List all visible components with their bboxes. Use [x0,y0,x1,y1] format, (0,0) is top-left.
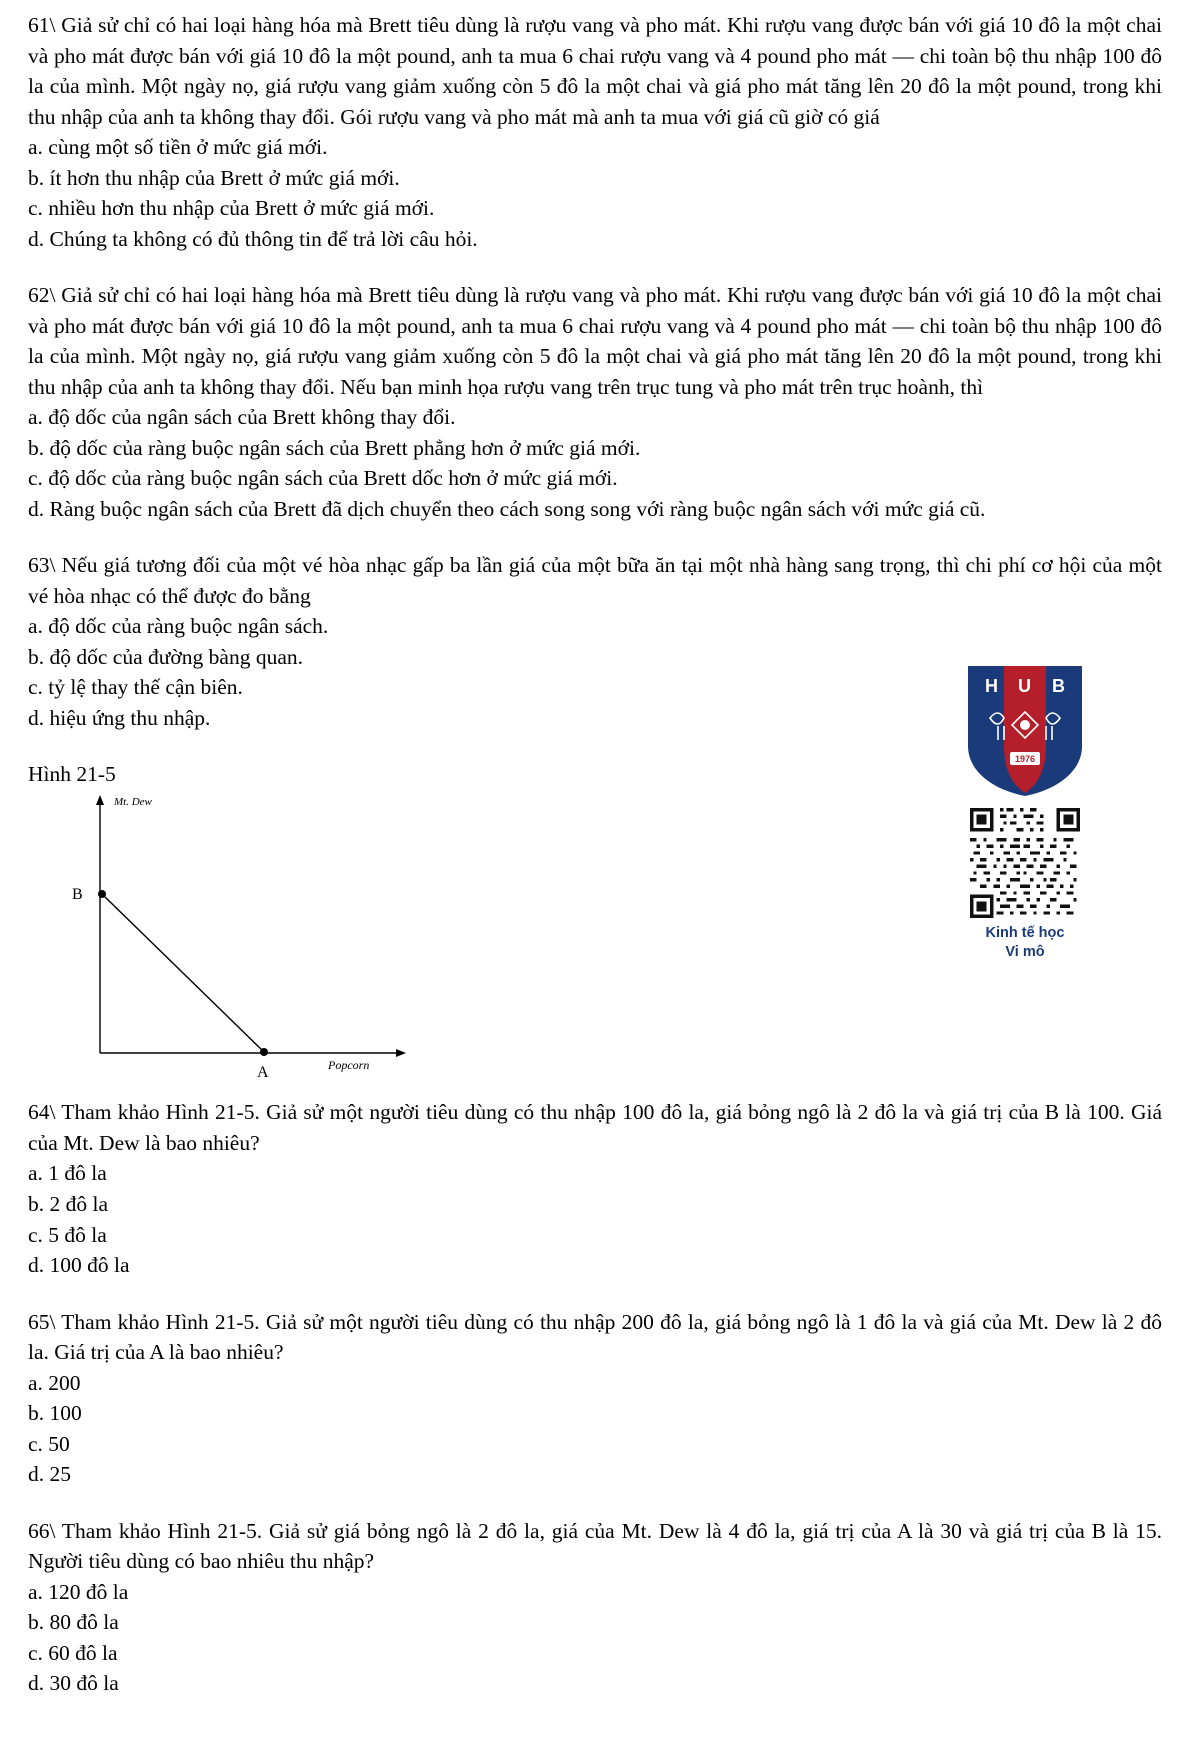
question-option: c. 5 đô la [28,1222,107,1247]
question-option: b. độ dốc của đường bàng quan. [28,644,303,669]
question-option: a. cùng một số tiền ở mức giá mới. [28,135,328,160]
question-stem: 66\ Tham khảo Hình 21-5. Giả sử giá bỏng ngô là 2 đô la, giá của Mt. Dew là 4 đô la, giá trị của A là 30 và giá trị của B là 15. Người tiêu dùng có bao nhiêu thu nhập? [28,1518,1162,1574]
question-option: d. hiệu ứng thu nhập. [28,705,211,730]
question-option: b. độ dốc của ràng buộc ngân sách của Brett phẳng hơn ở mức giá mới. [28,435,641,460]
question-option: d. 25 [28,1462,71,1487]
budget-constraint-chart [48,791,428,1081]
question-stem: 62\ Giả sử chỉ có hai loại hàng hóa mà Brett tiêu dùng là rượu vang và pho mát. Khi rượu vang được bán với giá 10 đô la một chai và pho mát được bán với giá 10 đô la một pound, anh ta mua 6 chai rượu vang và 4 pound pho mát — chi toàn bộ thu nhập 100 đô la của mình. Một ngày nọ, giá rượu vang giảm xuống còn 5 đô la một chai và giá pho mát tăng lên 20 đô la một pound, trong khi thu nhập của anh ta không thay đổi. Nếu bạn minh họa rượu vang trên trục tung và pho mát trên trục hoành, thì [28,283,1162,399]
figure-title: Hình 21-5 [28,762,116,787]
question-block [28,10,1162,254]
question-option: b. 80 đô la [28,1610,119,1635]
question-option: b. 100 [28,1401,82,1426]
question-stem: 61\ Giả sử chỉ có hai loại hàng hóa mà Brett tiêu dùng là rượu vang và pho mát. Khi rượu vang được bán với giá 10 đô la một chai và pho mát được bán với giá 10 đô la một pound, anh ta mua 6 chai rượu vang và 4 pound pho mát — chi toàn bộ thu nhập 100 đô la của mình. Một ngày nọ, giá rượu vang giảm xuống còn 5 đô la một chai và giá pho mát tăng lên 20 đô la một pound, trong khi thu nhập của anh ta không thay đổi. Gói rượu vang và pho mát mà anh ta mua với giá cũ giờ có giá [28,13,1162,129]
question-block [28,1307,1162,1490]
question-option: d. Chúng ta không có đủ thông tin để trả lời câu hỏi. [28,226,478,251]
question-block [28,1516,1162,1699]
question-option: a. độ dốc của ràng buộc ngân sách. [28,614,329,639]
question-option: d. 30 đô la [28,1671,119,1696]
svg-text:B: B [1052,676,1065,696]
question-stem: 63\ Nếu giá tương đối của một vé hòa nhạc gấp ba lần giá của một bữa ăn tại một nhà hàng sang trọng, thì chi phí cơ hội của một vé hòa nhạc có thể được đo bằng [28,553,1162,608]
point-b-label: B [72,886,83,904]
hub-logo-block [930,660,1120,962]
hub-shield-icon [960,660,1090,800]
question-option: a. 120 đô la [28,1579,129,1604]
svg-text:U: U [1018,676,1031,696]
question-option: c. tỷ lệ thay thế cận biên. [28,675,243,700]
question-option: b. ít hơn thu nhập của Brett ở mức giá mới. [28,165,400,190]
logo-caption [930,924,1120,962]
question-stem: 64\ Tham khảo Hình 21-5. Giả sử một người tiêu dùng có thu nhập 100 đô la, giá bỏng ngô là 2 đô la và giá trị của B là 100. Giá của Mt. Dew là bao nhiêu? [28,1100,1162,1155]
point-a-label: A [257,1064,269,1082]
question-option: b. 2 đô la [28,1191,109,1216]
question-block [28,1097,1162,1280]
question-option: a. 1 đô la [28,1161,107,1186]
question-block [28,280,1162,524]
question-option: c. 60 đô la [28,1640,118,1665]
question-option: c. 50 [28,1431,70,1456]
svg-text:H: H [985,676,998,696]
question-option: c. nhiều hơn thu nhập của Brett ở mức giá mới. [28,196,435,221]
logo-caption-line1: Kinh tế học [985,925,1065,941]
x-axis-label: Popcorn [328,1058,370,1073]
qr-code-icon [970,808,1080,918]
y-axis-label: Mt. Dew [114,796,152,809]
question-option: c. độ dốc của ràng buộc ngân sách của Brett dốc hơn ở mức giá mới. [28,466,618,491]
svg-text:1976: 1976 [1014,754,1036,764]
logo-caption-line2: Vi mô [1005,943,1045,960]
question-option: d. 100 đô la [28,1253,130,1278]
question-option: a. 200 [28,1370,81,1395]
question-stem: 65\ Tham khảo Hình 21-5. Giả sử một người tiêu dùng có thu nhập 200 đô la, giá bỏng ngô là 1 đô la và giá của Mt. Dew là 2 đô la. Giá trị của A là bao nhiêu? [28,1309,1162,1365]
question-option: a. độ dốc của ngân sách của Brett không thay đổi. [28,405,456,430]
question-option: d. Ràng buộc ngân sách của Brett đã dịch chuyển theo cách song song với ràng buộc ngân sách với mức giá cũ. [28,496,986,521]
